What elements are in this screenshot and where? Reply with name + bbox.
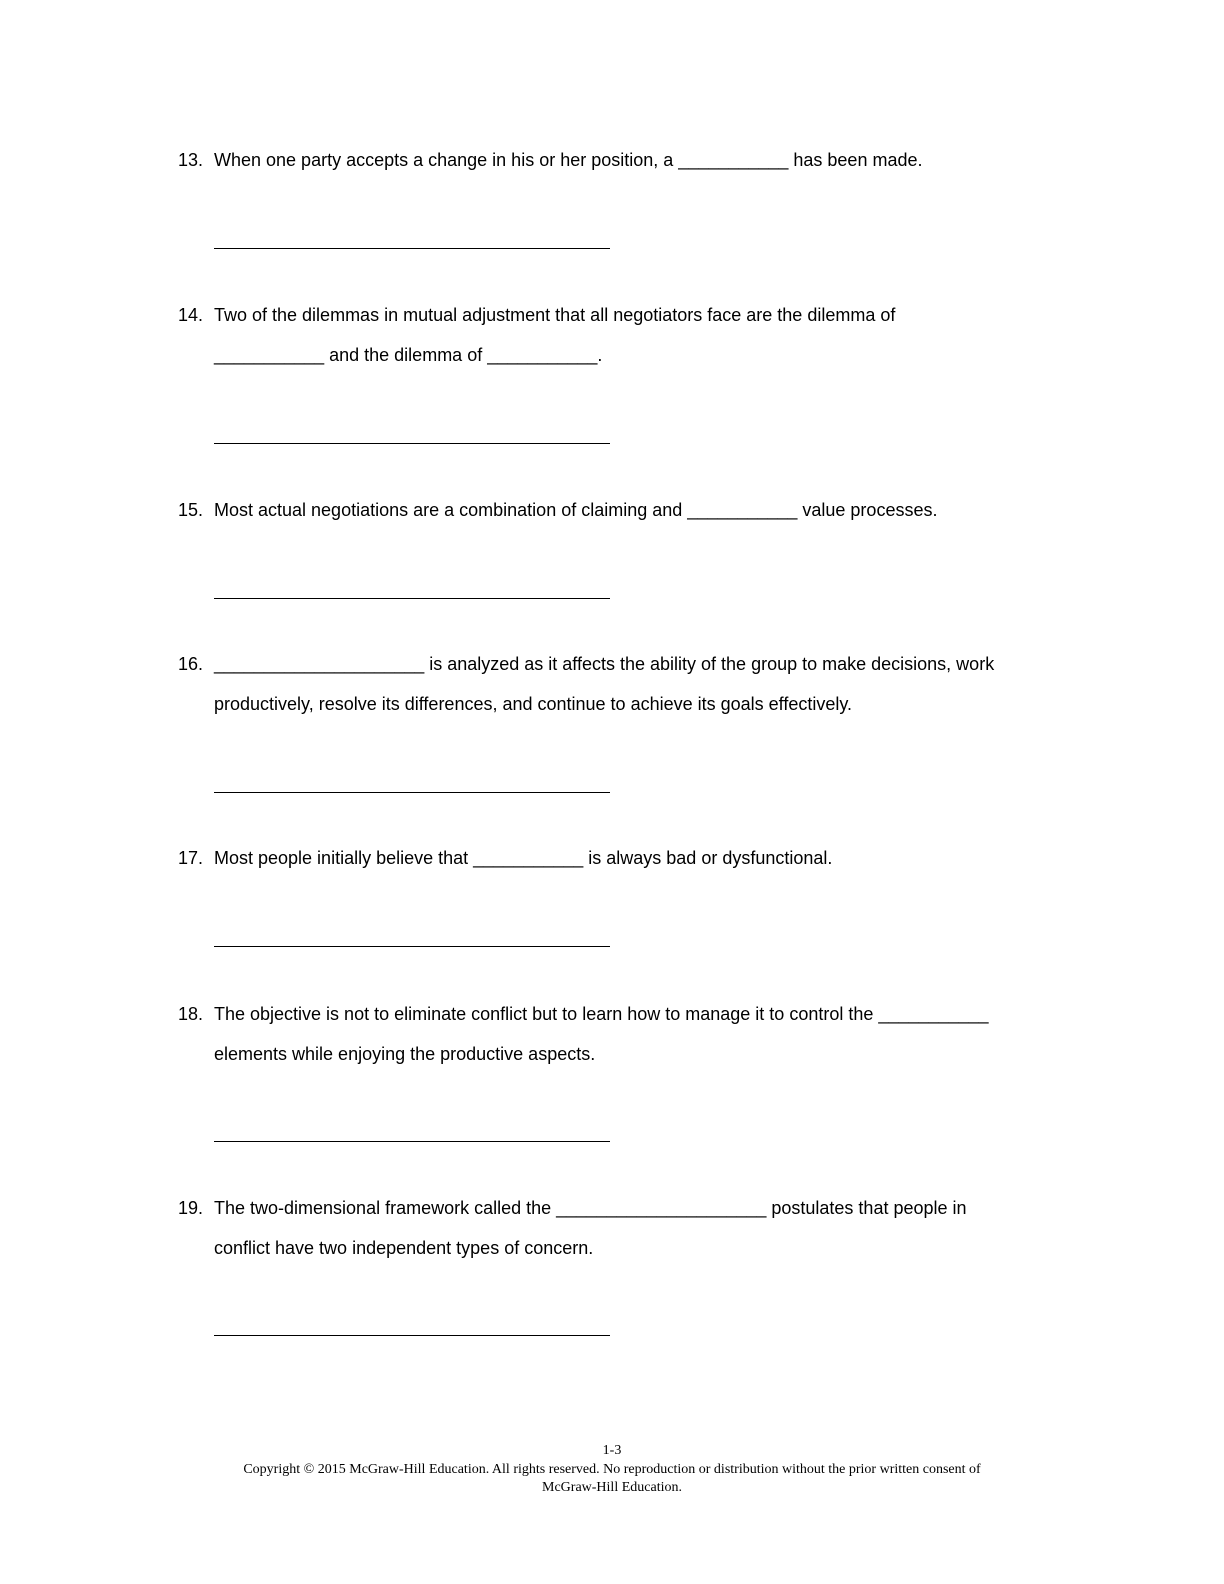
- answer-line-19[interactable]: [214, 1335, 610, 1336]
- question-text-line: conflict have two independent types of concern.: [214, 1237, 594, 1258]
- answer-line-15[interactable]: [214, 598, 610, 599]
- copyright-line-1: Copyright © 2015 McGraw-Hill Education. All rights reserved. No reproduction or distribution without the prior written consent of: [243, 1462, 981, 1477]
- question-text: [214, 995, 988, 1074]
- page-number: 1-3: [602, 1443, 622, 1458]
- question-text-line: Most actual negotiations are a combination of claiming and ___________ value processes.: [214, 500, 938, 520]
- question-text-line: _____________________ is analyzed as it affects the ability of the group to make decisions, work: [214, 654, 995, 674]
- answer-line-16[interactable]: [214, 792, 610, 793]
- answer-line-14[interactable]: [214, 443, 610, 444]
- question-text-line: The objective is not to eliminate conflict but to learn how to manage it to control the ___________: [214, 1004, 989, 1024]
- question-text: [214, 141, 923, 181]
- answer-line-17[interactable]: [214, 946, 610, 947]
- question-number: 17.: [178, 848, 204, 868]
- question-text: [214, 645, 994, 724]
- question-text-line: Most people initially believe that ___________ is always bad or dysfunctional.: [214, 848, 833, 868]
- question-text-line: The two-dimensional framework called the _____________________ postulates that people in: [214, 1198, 967, 1218]
- question-text-line: When one party accepts a change in his or her position, a ___________ has been made.: [214, 150, 923, 170]
- copyright-line-2: McGraw-Hill Education.: [542, 1480, 682, 1495]
- question-number: 18.: [178, 1004, 204, 1024]
- question-text-line: ___________ and the dilemma of ___________.: [214, 344, 603, 365]
- answer-line-18[interactable]: [214, 1141, 610, 1142]
- question-number: 15.: [178, 500, 204, 520]
- question-text: [214, 491, 937, 531]
- question-text-line: elements while enjoying the productive aspects.: [214, 1043, 596, 1064]
- question-text: [214, 1189, 967, 1268]
- question-text-line: Two of the dilemmas in mutual adjustment that all negotiators face are the dilemma of: [214, 305, 896, 325]
- question-text: [214, 839, 832, 879]
- question-number: 14.: [178, 305, 204, 325]
- question-text: [214, 296, 895, 375]
- question-text-line: productively, resolve its differences, and continue to achieve its goals effectively.: [214, 693, 853, 714]
- answer-line-13[interactable]: [214, 248, 610, 249]
- question-number: 13.: [178, 150, 204, 170]
- question-number: 16.: [178, 654, 204, 674]
- question-number: 19.: [178, 1198, 204, 1218]
